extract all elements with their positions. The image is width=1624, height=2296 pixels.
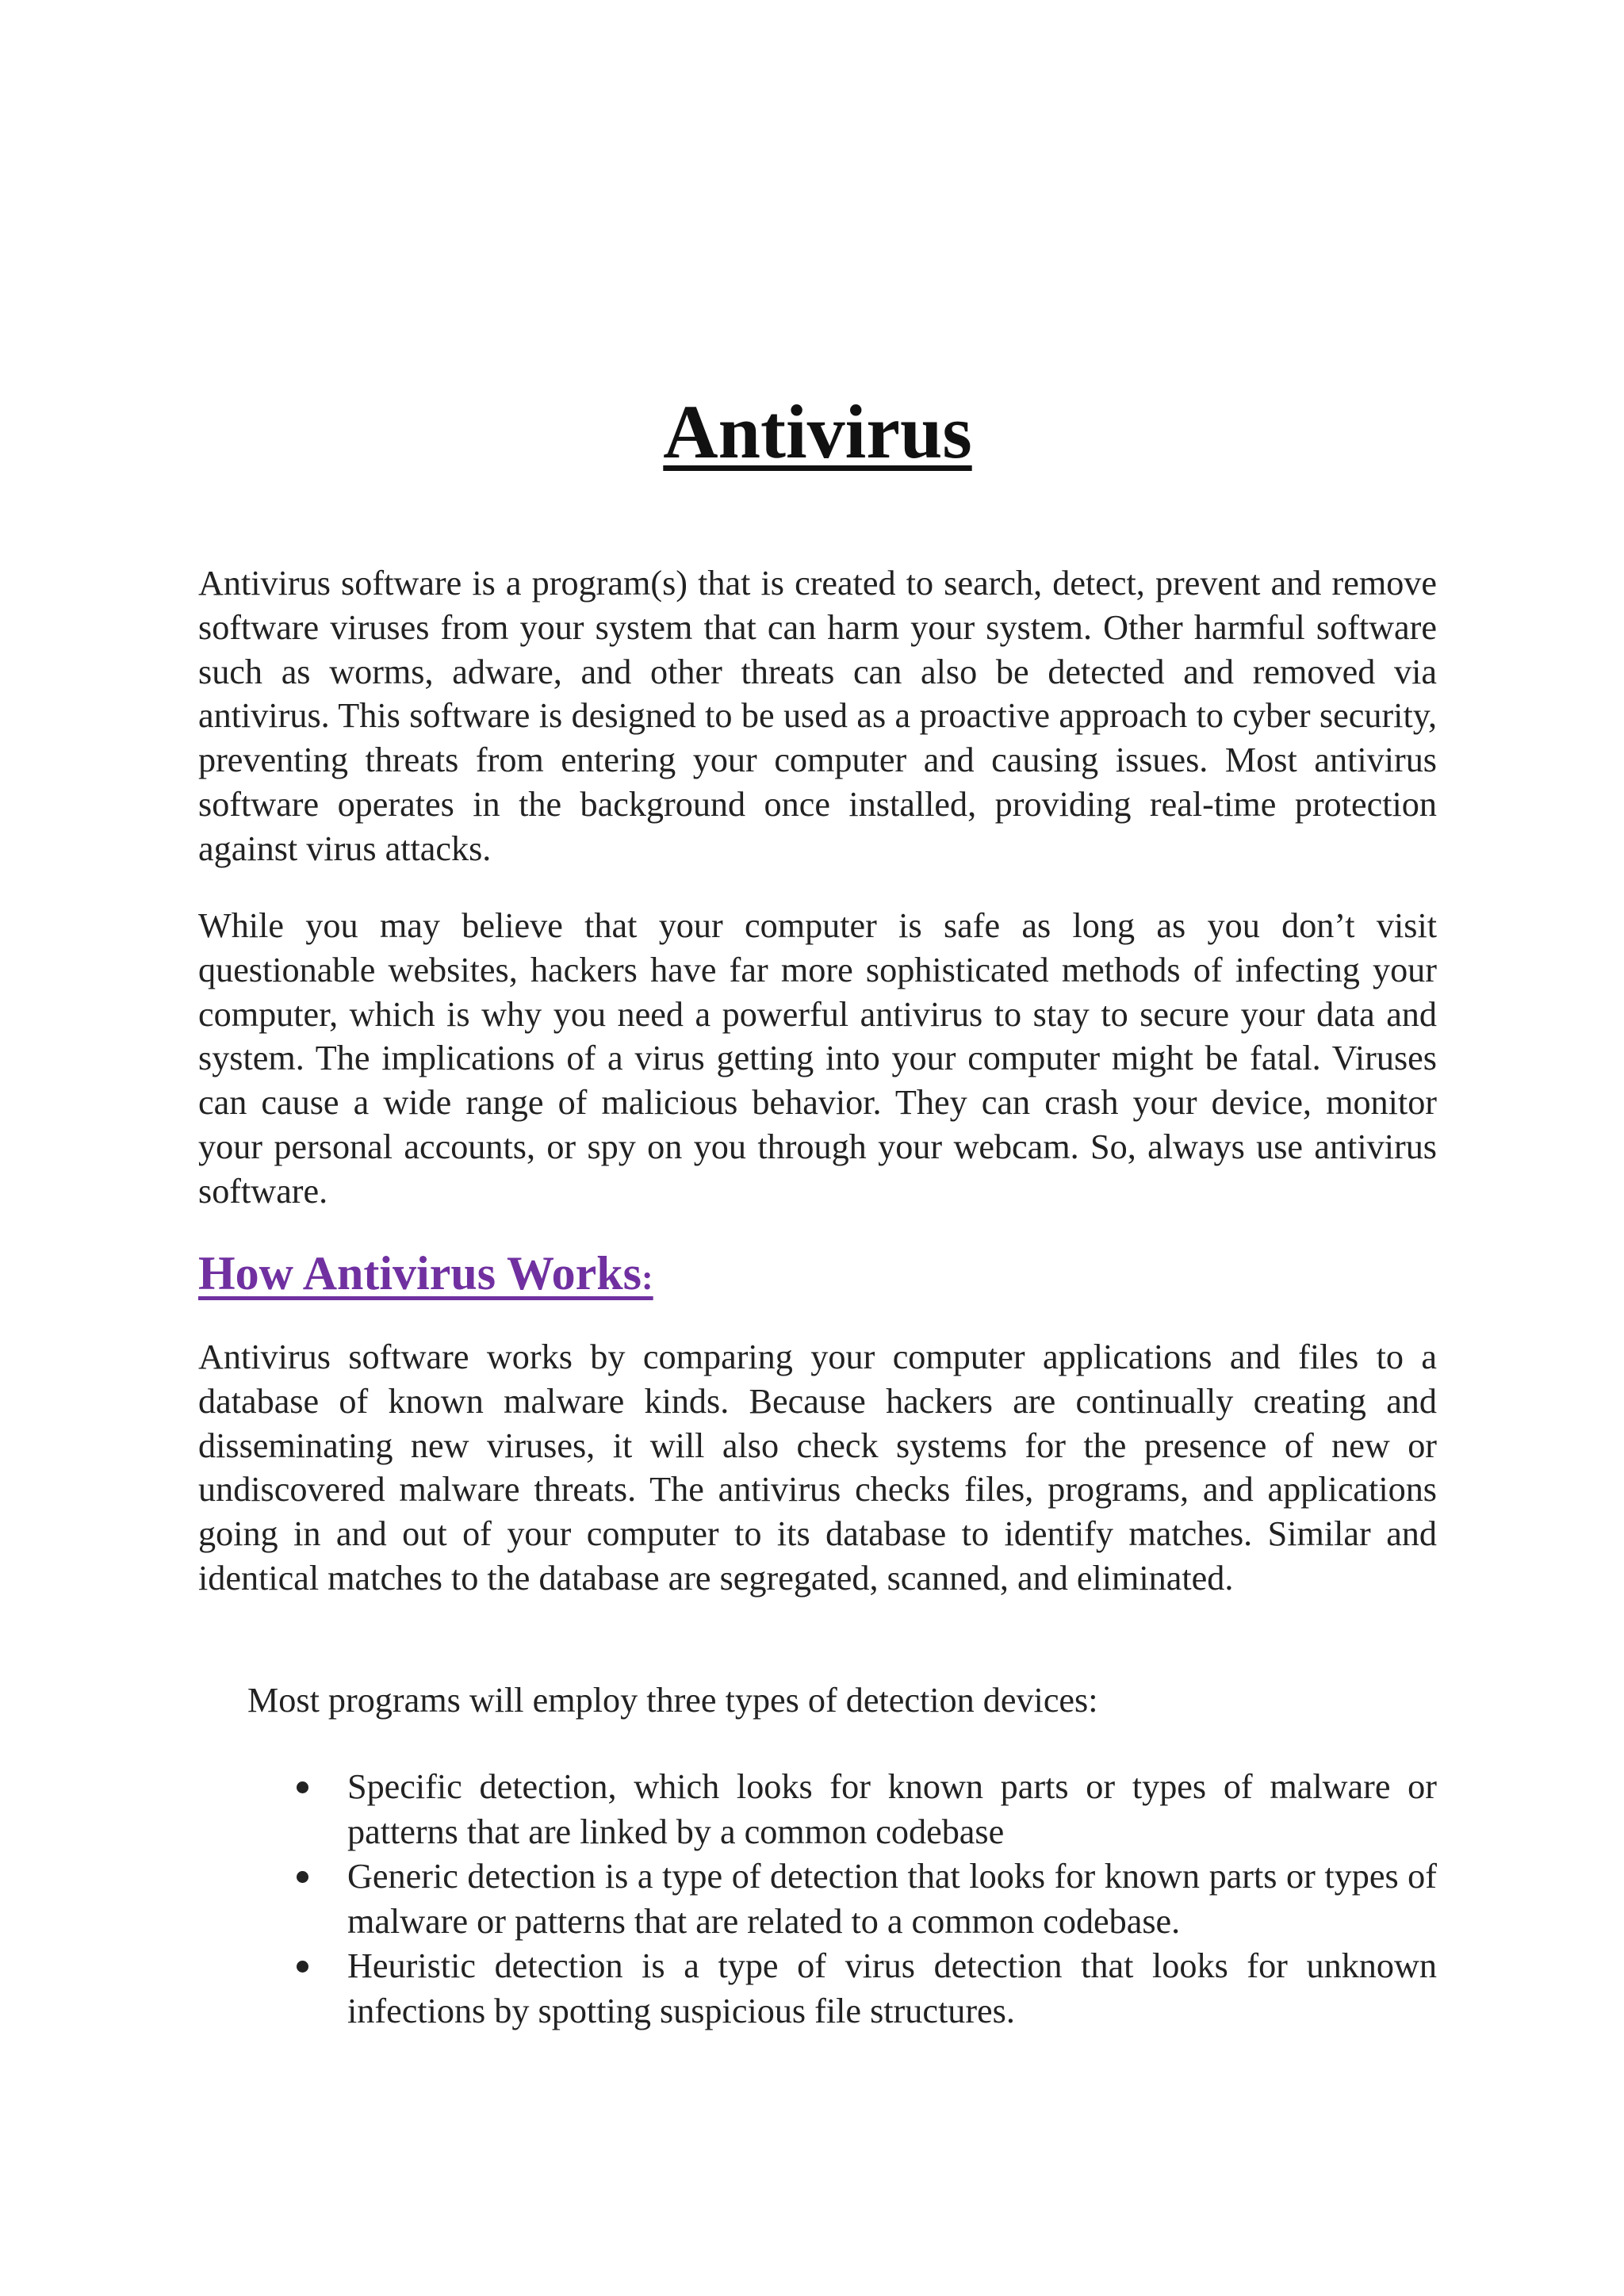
section-heading-text: How Antivirus Works	[198, 1247, 642, 1299]
bullet-icon	[297, 1871, 308, 1883]
bullet-icon	[297, 1961, 308, 1973]
list-item	[198, 1854, 1437, 1944]
how-it-works-paragraph: Antivirus software works by comparing your computer applications and files to a database of known malware kinds. Because hackers are continually creating and disseminating new viruses, it will also check systems for the presence of new or undiscovered malware threats. The antivirus checks files, programs, and applications going in and out of your computer to its database to identify matches. Similar and identical matches to the database are segregated, scanned, and eliminated.	[198, 1337, 1437, 1598]
risk-paragraph: While you may believe that your computer is safe as long as you don’t visit questionable websites, hackers have far more sophisticated methods of infecting your computer, which is why you need a powerful antivirus to stay to secure your data and system. The implications of a virus getting into your computer might be fatal. Viruses can cause a wide range of malicious behavior. They can crash your device, monitor your personal accounts, or spy on you through your webcam. So, always use antivirus software.	[198, 906, 1437, 1211]
list-item	[198, 1944, 1437, 2034]
bullet-icon	[297, 1781, 308, 1793]
list-intro: Most programs will employ three types of detection devices:	[247, 1681, 1098, 1720]
intro-paragraph: Antivirus software is a program(s) that is created to search, detect, prevent and remove software viruses from your system that can harm your system. Other harmful software such as worms, adware, and other threats can also be detected and removed via antivirus. This software is designed to be used as a proactive approach to cyber security, preventing threats from entering your computer and causing issues. Most antivirus software operates in the background once installed, providing real-time protection against virus attacks.	[198, 564, 1437, 868]
detection-types-list	[198, 1765, 1437, 2034]
list-item	[198, 1765, 1437, 1854]
list-item-text: Generic detection is a type of detection that looks for known parts or types of malware or patterns that are related to a common codebase.	[347, 1857, 1437, 1941]
list-item-text: Specific detection, which looks for known parts or types of malware or patterns that are linked by a common codebase	[347, 1767, 1437, 1851]
section-heading	[198, 1245, 653, 1307]
document-title: Antivirus	[663, 389, 972, 474]
list-item-text: Heuristic detection is a type of virus detection that looks for unknown infections by spotting suspicious file structures.	[347, 1946, 1437, 2030]
section-heading-colon: :	[642, 1258, 653, 1297]
